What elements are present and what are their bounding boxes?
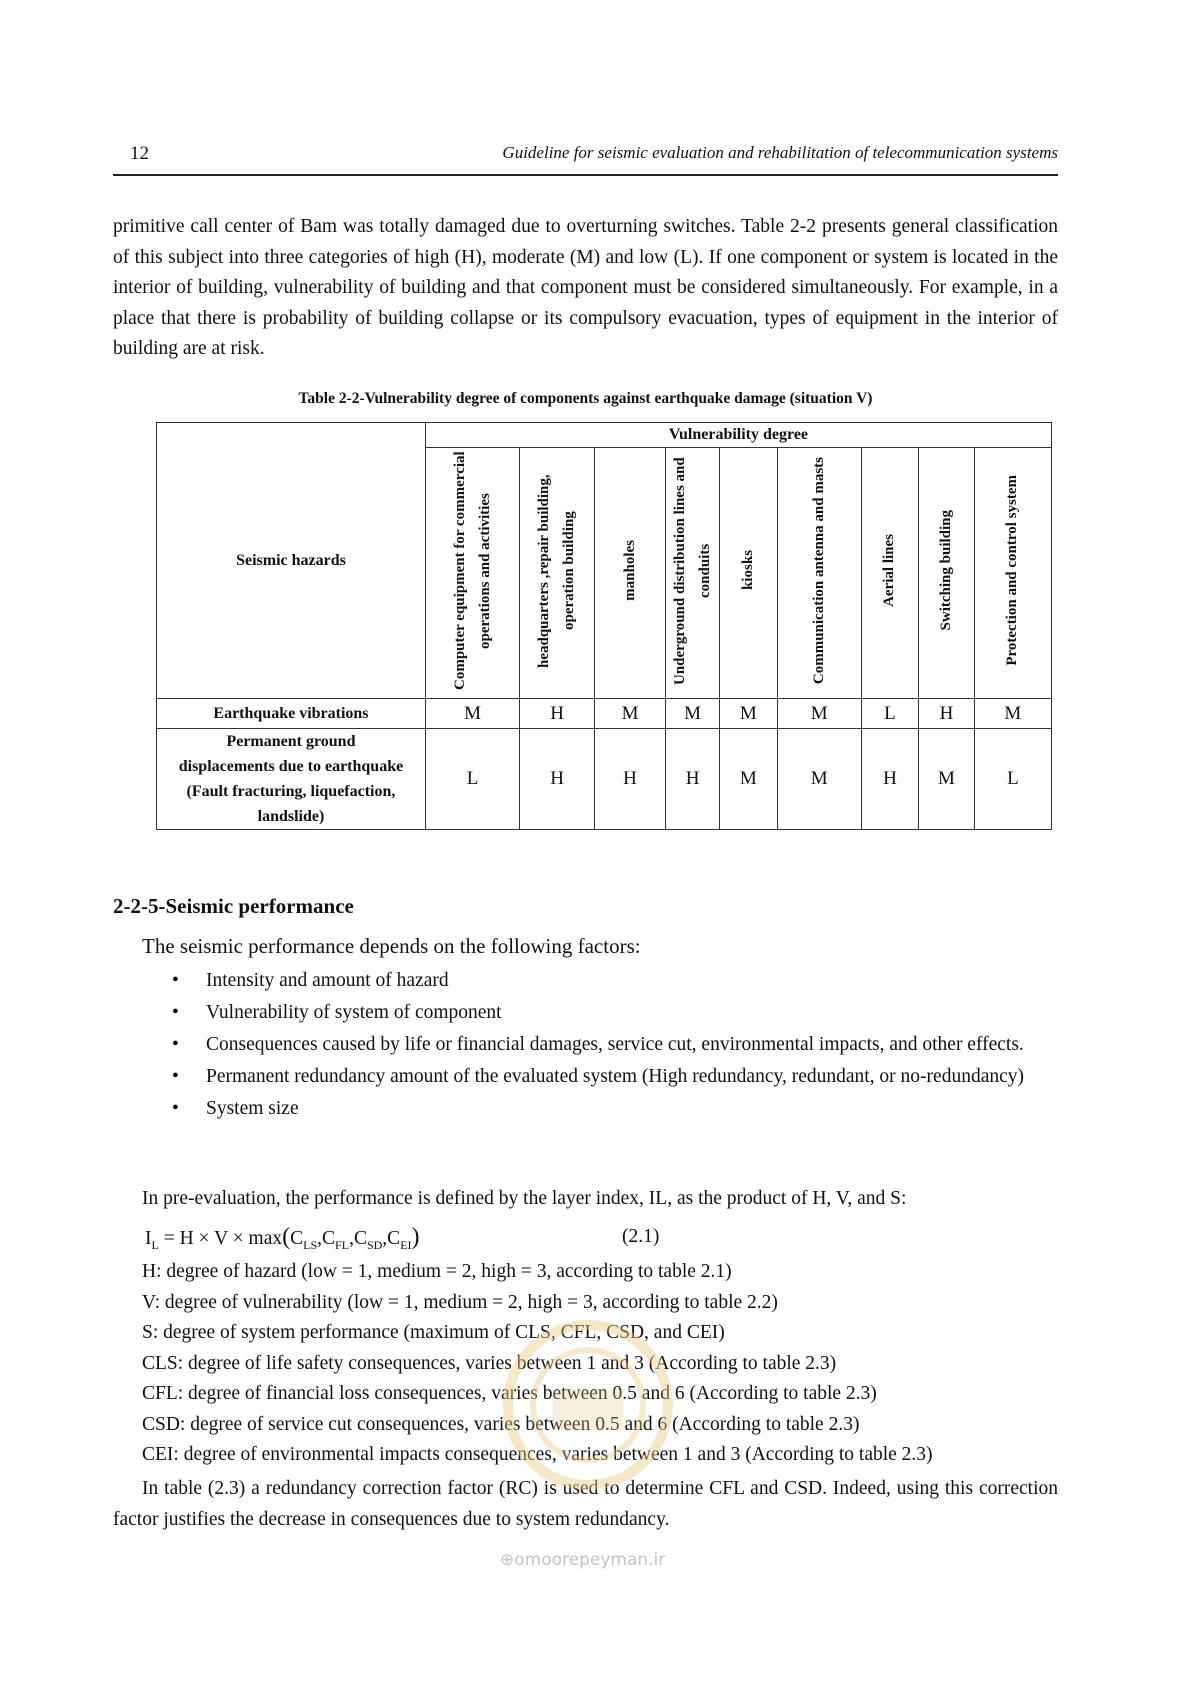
bullet-icon: •	[172, 970, 179, 991]
list-item: • Permanent redundancy amount of the evaluated system (High redundancy, redundant, or no-redundancy)	[142, 1062, 1058, 1092]
vulnerability-cell: M	[919, 729, 975, 830]
vulnerability-group-header: Vulnerability degree	[425, 423, 1051, 448]
column-header: Underground distribution lines and conduits	[666, 448, 720, 699]
definition-line: CEI: degree of environmental impacts consequences, varies between 1 and 3 (According to table 2.3)	[142, 1444, 933, 1465]
definition-line: CSD: degree of service cut consequences, varies between 0.5 and 6 (According to table 2.3)	[142, 1414, 860, 1435]
table-row	[157, 729, 1052, 830]
vulnerability-cell: H	[861, 729, 919, 830]
running-title: Guideline for seismic evaluation and rehabilitation of telecommunication systems	[502, 143, 1058, 162]
column-header: manholes	[594, 448, 665, 699]
vulnerability-cell: M	[425, 699, 519, 729]
column-header: Communication antenna and masts	[777, 448, 861, 699]
page-number: 12	[130, 143, 149, 164]
definition-line: CFL: degree of financial loss consequences, varies between 0.5 and 6 (According to table 2.3)	[142, 1383, 877, 1404]
column-header: headquarters ,repair building, operation building	[520, 448, 595, 699]
column-header: Protection and control system	[974, 448, 1051, 699]
page-header	[113, 140, 1058, 176]
hazard-name: Permanent ground displacements due to earthquake (Fault fracturing, liquefaction, landslide)	[157, 729, 426, 830]
pre-evaluation-text: In pre-evaluation, the performance is defined by the layer index, IL, as the product of H, V, and S:	[142, 1188, 907, 1209]
definition-line: S: degree of system performance (maximum of CLS, CFL, CSD, and CEI)	[142, 1322, 725, 1343]
closing-paragraph: In table (2.3) a redundancy correction factor (RC) is used to determine CFL and CSD. Indeed, using this correction factor justifies the decrease in consequences due to system redundancy.	[113, 1478, 1058, 1530]
vulnerability-cell: L	[861, 699, 919, 729]
vulnerability-cell: M	[974, 699, 1051, 729]
vulnerability-table	[156, 422, 1052, 830]
factor-list	[142, 966, 1058, 1126]
vulnerability-cell: H	[594, 729, 665, 830]
vulnerability-cell: M	[777, 699, 861, 729]
vulnerability-cell: M	[777, 729, 861, 830]
vulnerability-cell: L	[974, 729, 1051, 830]
globe-icon: ⊕	[500, 1550, 515, 1570]
vulnerability-cell: H	[919, 699, 975, 729]
list-item: • Intensity and amount of hazard	[142, 966, 1058, 996]
equation: $I_L = H \times V \times \max(C_{LS},C_{FL},C_{SD},C_{EI})$	[145, 1224, 420, 1252]
vulnerability-cell: M	[720, 699, 778, 729]
bullet-icon: •	[172, 1098, 179, 1119]
column-header: Switching building	[919, 448, 975, 699]
hazard-name: Earthquake vibrations	[157, 699, 426, 729]
list-item: • System size	[142, 1094, 1058, 1124]
section-title: 2-2-5-Seismic performance	[113, 894, 354, 918]
vulnerability-cell: H	[520, 699, 595, 729]
table-row	[157, 699, 1052, 729]
watermark-seal-icon	[498, 1315, 678, 1495]
watermark-text: ⊕omoorepeyman.ir	[500, 1550, 666, 1570]
table-caption: Table 2-2-Vulnerability degree of components against earthquake damage (situation V)	[298, 390, 873, 407]
list-item: • Consequences caused by life or financial damages, service cut, environmental impacts, and other effects.	[142, 1030, 1058, 1060]
definition-line: H: degree of hazard (low = 1, medium = 2, high = 3, according to table 2.1)	[142, 1261, 732, 1282]
list-item: • Vulnerability of system of component	[142, 998, 1058, 1028]
equation-number: (2.1)	[622, 1226, 660, 1247]
column-header: Computer equipment for commercial operations and activities	[425, 448, 519, 699]
bullet-icon: •	[172, 1002, 179, 1023]
definition-line: CLS: degree of life safety consequences, varies between 1 and 3 (According to table 2.3)	[142, 1353, 837, 1374]
definition-line: V: degree of vulnerability (low = 1, medium = 2, high = 3, according to table 2.2)	[142, 1292, 778, 1313]
column-header: kiosks	[720, 448, 778, 699]
vulnerability-cell: M	[666, 699, 720, 729]
vulnerability-cell: L	[425, 729, 519, 830]
hazard-header: Seismic hazards	[157, 423, 426, 699]
vulnerability-cell: H	[666, 729, 720, 830]
vulnerability-cell: M	[720, 729, 778, 830]
section-intro: The seismic performance depends on the following factors:	[142, 934, 641, 958]
vulnerability-cell: H	[520, 729, 595, 830]
vulnerability-cell: M	[594, 699, 665, 729]
intro-paragraph: primitive call center of Bam was totally damaged due to overturning switches. Table 2-2 presents general classification of this subject into three categories of high (H), moderate (M) and low (L). If one component or system is located in the interior of building, vulnerability of building and that component must be considered simultaneously. For example, in a place that there is probability of building collapse or its compulsory evacuation, types of equipment in the interior of building are at risk.	[113, 216, 1058, 359]
bullet-icon: •	[172, 1034, 179, 1055]
column-header: Aerial lines	[861, 448, 919, 699]
bullet-icon: •	[172, 1066, 179, 1087]
